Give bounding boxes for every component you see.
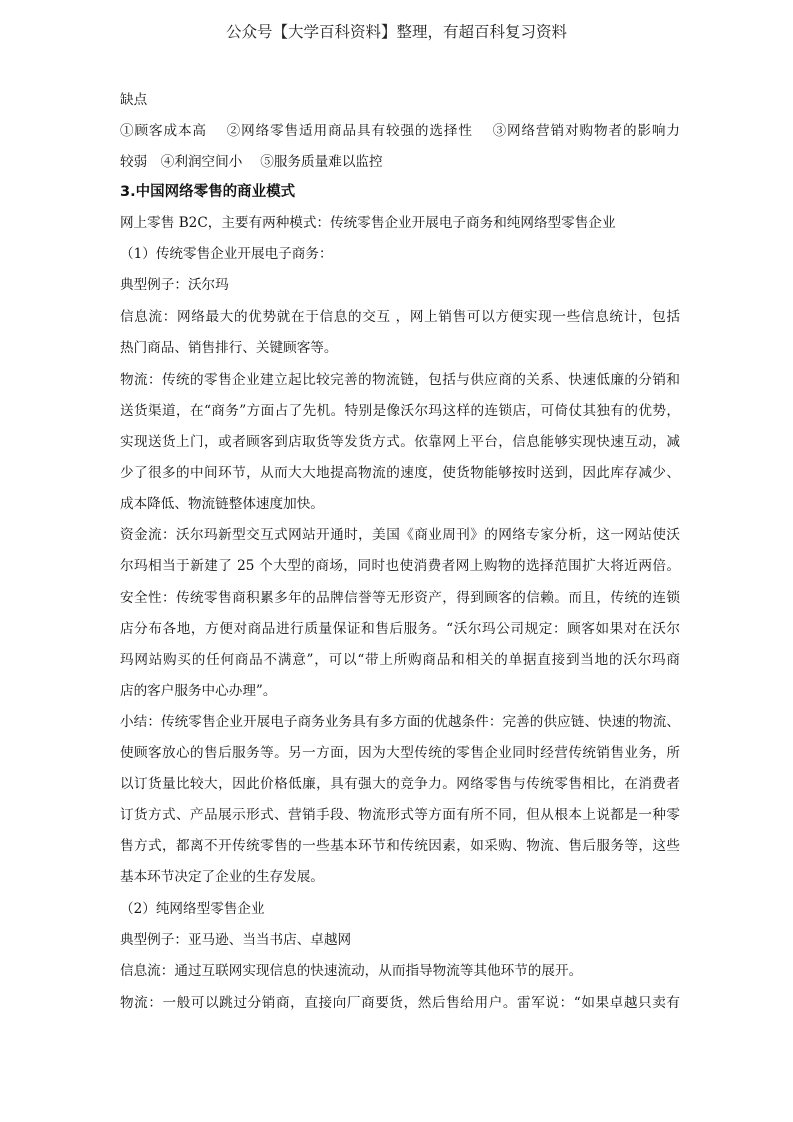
text-line: 典型例子：沃尔玛 (120, 277, 229, 293)
text-line: ①顾客成本高 ②网络零售适用商品具有较强的选择性 ③网络营销对购物者的影响力 (120, 123, 680, 139)
text-line: 热门商品、销售排行、关键顾客等。 (120, 340, 338, 356)
subsection-heading-1: （1）传统零售企业开展电子商务： (120, 246, 333, 262)
text-line: 店的客户服务中心办理”。 (120, 683, 277, 699)
text-line: 小结：传统零售企业开展电子商务业务具有多方面的优越条件：完善的供应链、快速的物流、 (120, 714, 680, 730)
text-line: 物流：传统的零售企业建立起比较完善的物流链，包括与供应商的关系、快速低廉的分销和 (120, 372, 680, 388)
text-line: 资金流：沃尔玛新型交互式网站开通时，美国《商业周刊》的网络专家分析，这一网站使沃 (120, 527, 680, 543)
text-line: 安全性：传统零售商积累多年的品牌信誉等无形资产，得到顾客的信赖。而且，传统的连锁 (120, 590, 680, 606)
text-line: 玛网站购买的任何商品不满意”，可以“带上所购商品和相关的单据直接到当地的沃尔玛商 (120, 652, 680, 668)
text-line: 实现送货上门，或者顾客到店取货等发货方式。依靠网上平台，信息能够实现快速互动，减 (120, 434, 680, 450)
text-line: 信息流：通过互联网实现信息的快速流动，从而指导物流等其他环节的展开。 (120, 963, 583, 979)
text-line: 售方式，都离不开传统零售的一些基本环节和传统因素，如采购、物流、售后服务等，这些 (120, 838, 680, 854)
text-line: 典型例子：亚马逊、当当书店、卓越网 (120, 932, 352, 948)
text-line: 送货渠道，在“商务”方面占了先机。特别是像沃尔玛这样的连锁店，可倚仗其独有的优势， (120, 403, 680, 419)
text-line: 成本降低、物流链整体速度加快。 (120, 496, 324, 512)
text-line: 店分布各地，方便对商品进行质量保证和售后服务。“沃尔玛公司规定：顾客如果对在沃尔 (120, 621, 680, 637)
text-line: 较弱 ④利润空间小 ⑤服务质量难以监控 (120, 154, 383, 170)
section-heading: 3.中国网络零售的商业模式 (120, 184, 296, 200)
section-label-disadvantages: 缺点 (120, 92, 148, 108)
text-line: 基本环节决定了企业的生存发展。 (120, 869, 324, 885)
text-line: 订货方式、产品展示形式、营销手段、物流形式等方面有所不同，但从根本上说都是一种零 (120, 807, 680, 823)
text-line: 以订货量比较大，因此价格低廉，具有强大的竞争力。网络零售与传统零售相比，在消费者 (120, 776, 680, 792)
subsection-heading-2: （2）纯网络型零售企业 (120, 901, 265, 917)
text-line: 信息流：网络最大的优势就在于信息的交互 ，网上销售可以方便实现一些信息统计，包括 (120, 309, 680, 325)
page-header-watermark: 公众号【大学百科资料】整理，有超百科复习资料 (225, 23, 567, 41)
text-line: 尔玛相当于新建了 25 个大型的商场，同时也使消费者网上购物的选择范围扩大将近两倍。 (120, 558, 680, 574)
text-line: 物流：一般可以跳过分销商，直接向厂商要货，然后售给用户。雷军说：“如果卓越只卖有 (120, 995, 680, 1011)
text-line: 使顾客放心的售后服务等。另一方面，因为大型传统的零售企业同时经营传统销售业务，所 (120, 745, 680, 761)
text-line: 少了很多的中间环节，从而大大地提高物流的速度，使货物能够按时送到，因此库存减少、 (120, 465, 680, 481)
text-line: 网上零售 B2C，主要有两种模式：传统零售企业开展电子商务和纯网络型零售企业 (120, 215, 616, 231)
